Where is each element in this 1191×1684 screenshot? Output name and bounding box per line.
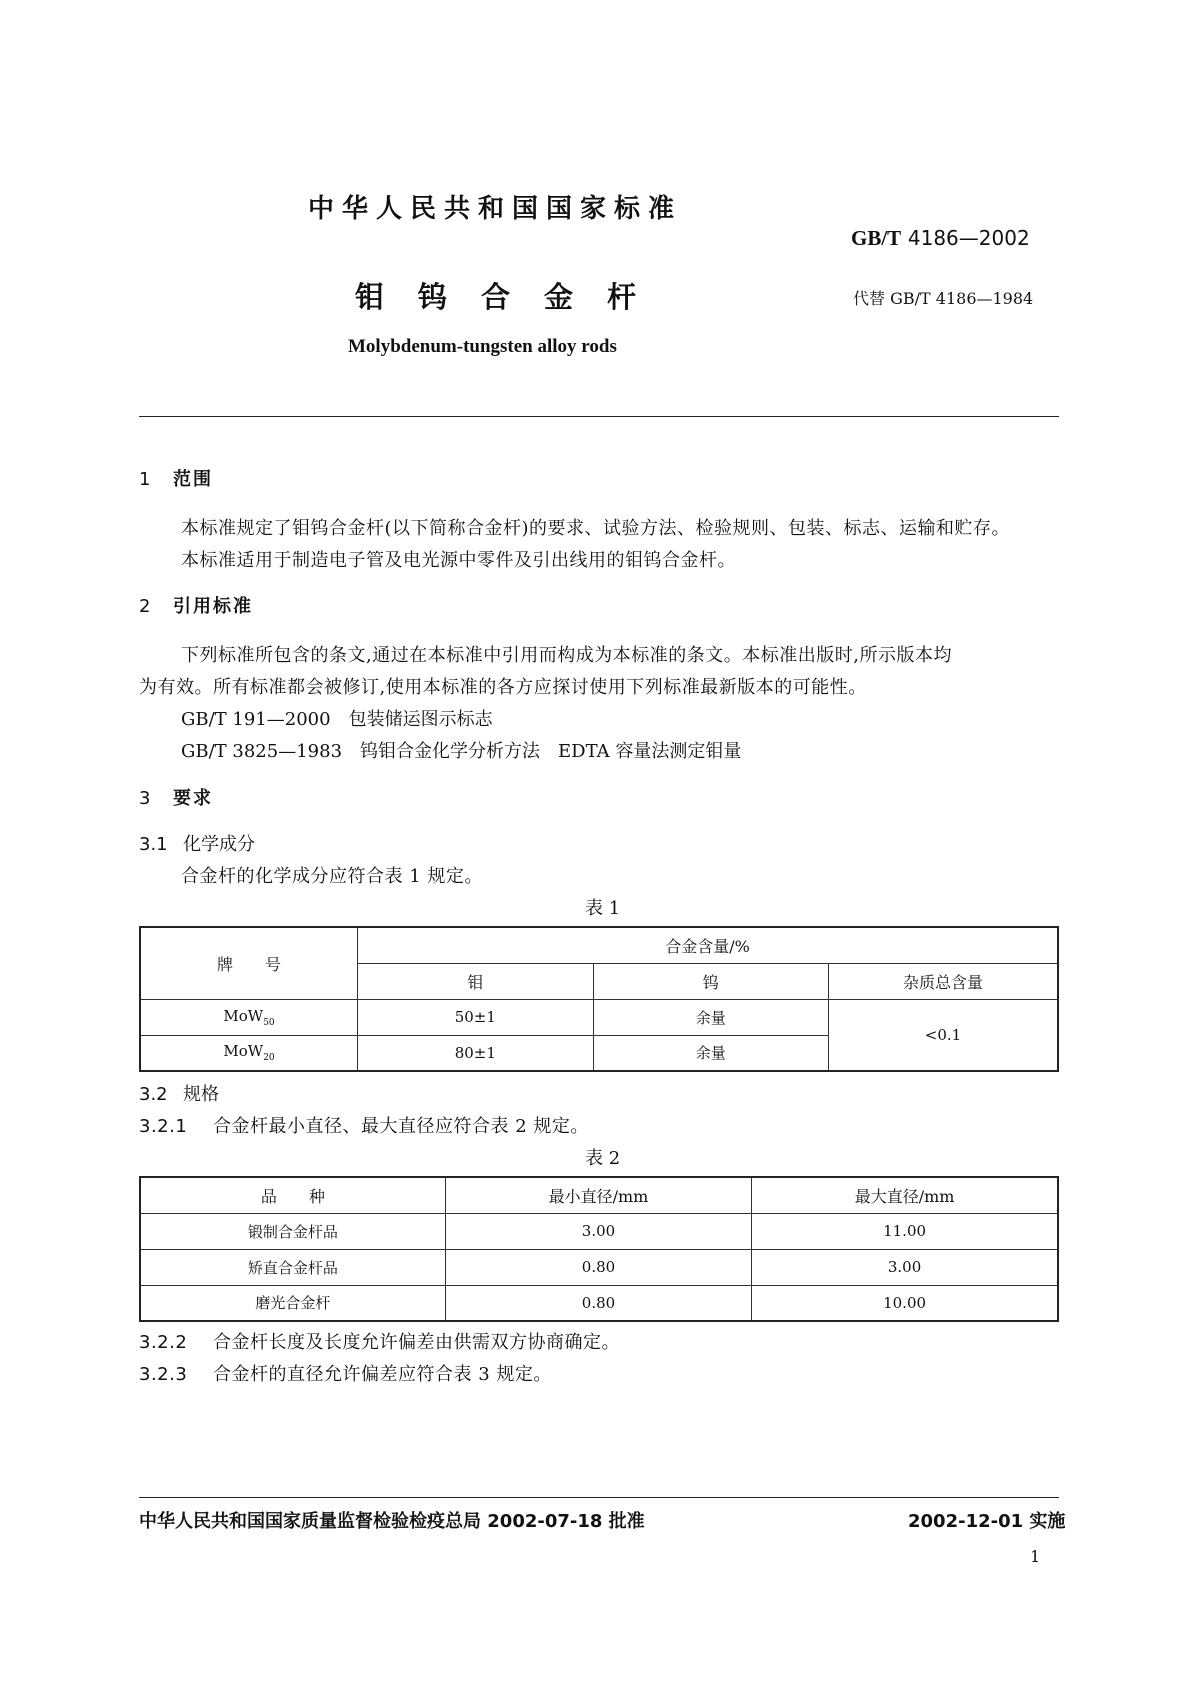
table-1-cell-mo: 50±1 — [358, 999, 593, 1035]
section-1-paragraph-1: 本标准规定了钼钨合金杆(以下简称合金杆)的要求、试验方法、检验规则、包装、标志、运输和贮存。 — [181, 518, 1011, 539]
standard-number-value: 4186—2002 — [907, 226, 1030, 250]
section-number: 3.2.3 — [139, 1364, 188, 1385]
implementation-date: 2002-12-01 实施 — [908, 1511, 1066, 1532]
approval-line: 中华人民共和国国家质量监督检验检疫总局 2002-07-18 批准 — [139, 1511, 645, 1532]
section-3-1-heading — [139, 830, 255, 856]
table-2-cell-variety: 磨光合金杆 — [140, 1285, 445, 1321]
table-row — [140, 1249, 1058, 1285]
table-1-cell-grade: MoW$_{50}$ — [140, 999, 358, 1035]
table-2-cell-max: 3.00 — [752, 1249, 1058, 1285]
table-2-cell-max: 10.00 — [752, 1285, 1058, 1321]
section-3-2-1-text — [139, 1112, 589, 1138]
english-title: Molybdenum-tungsten alloy rods — [348, 336, 617, 357]
footer-divider — [139, 1497, 1059, 1498]
document-title: 钼钨合金杆 — [355, 280, 671, 314]
table-2-cell-variety: 矫直合金杆品 — [140, 1249, 445, 1285]
table-2 — [139, 1176, 1059, 1322]
table-1 — [139, 926, 1059, 1072]
table-2-cell-min: 3.00 — [445, 1213, 751, 1249]
section-text: 合金杆长度及长度允许偏差由供需双方协商确定。 — [213, 1332, 620, 1353]
section-title: 引用标准 — [173, 596, 253, 617]
section-2-paragraph-line-1: 下列标准所包含的条文,通过在本标准中引用而构成为本标准的条文。本标准出版时,所示版本均 — [181, 645, 952, 666]
table-1-header-impurity: 杂质总含量 — [828, 963, 1058, 999]
table-2-header-variety: 品 种 — [140, 1177, 445, 1213]
section-1-paragraph-2: 本标准适用于制造电子管及电光源中零件及引出线用的钼钨合金杆。 — [181, 550, 736, 571]
section-number: 1 — [139, 469, 153, 490]
section-1-heading — [139, 465, 213, 491]
table-row — [140, 999, 1058, 1035]
table-2-header-min-diameter: 最小直径/mm — [445, 1177, 751, 1213]
section-title: 化学成分 — [183, 834, 255, 855]
section-title: 要求 — [173, 788, 213, 809]
section-3-1-text: 合金杆的化学成分应符合表 1 规定。 — [181, 866, 483, 887]
table-2-caption: 表 2 — [585, 1148, 621, 1169]
section-3-2-3-text — [139, 1360, 552, 1386]
section-2-paragraph-line-2: 为有效。所有标准都会被修订,使用本标准的各方应探讨使用下列标准最新版本的可能性。 — [139, 677, 867, 698]
replaces-note: 代替 GB/T 4186—1984 — [853, 289, 1034, 308]
section-number: 2 — [139, 596, 153, 617]
table-2-cell-min: 0.80 — [445, 1249, 751, 1285]
table-2-header-max-diameter: 最大直径/mm — [752, 1177, 1058, 1213]
table-row — [140, 1213, 1058, 1249]
table-1-cell-mo: 80±1 — [358, 1035, 593, 1071]
reference-standard-2: GB/T 3825—1983 钨钼合金化学分析方法 EDTA 容量法测定钼量 — [181, 741, 742, 762]
table-row — [140, 1285, 1058, 1321]
header-divider — [139, 416, 1059, 417]
table-1-cell-impurity: <0.1 — [828, 999, 1058, 1071]
table-1-header-w: 钨 — [593, 963, 828, 999]
table-1-cell-w: 余量 — [593, 1035, 828, 1071]
section-2-heading — [139, 592, 253, 618]
reference-standard-1: GB/T 191—2000 包装储运图示标志 — [181, 709, 493, 730]
national-standard-title: 中华人民共和国国家标准 — [308, 194, 683, 224]
section-number: 3.2 — [139, 1084, 168, 1105]
section-number: 3.2.1 — [139, 1116, 188, 1137]
standard-number — [851, 226, 1030, 251]
section-number: 3.1 — [139, 834, 168, 855]
section-text: 合金杆最小直径、最大直径应符合表 2 规定。 — [213, 1116, 589, 1137]
table-2-cell-variety: 锻制合金杆品 — [140, 1213, 445, 1249]
table-1-header-mo: 钼 — [358, 963, 593, 999]
table-1-caption: 表 1 — [585, 898, 621, 919]
table-1-cell-grade: MoW$_{20}$ — [140, 1035, 358, 1071]
section-number: 3.2.2 — [139, 1332, 188, 1353]
section-3-2-2-text — [139, 1328, 620, 1354]
section-number: 3 — [139, 788, 153, 809]
table-1-header-alloy-content: 合金含量/% — [358, 927, 1058, 963]
section-3-heading — [139, 784, 213, 810]
table-1-cell-w: 余量 — [593, 999, 828, 1035]
section-text: 合金杆的直径允许偏差应符合表 3 规定。 — [213, 1364, 552, 1385]
standard-number-prefix: GB/T — [851, 226, 902, 250]
page-number: 1 — [1030, 1547, 1041, 1566]
section-title: 规格 — [183, 1084, 219, 1105]
table-2-cell-min: 0.80 — [445, 1285, 751, 1321]
table-1-header-grade: 牌 号 — [140, 927, 358, 999]
table-2-cell-max: 11.00 — [752, 1213, 1058, 1249]
section-3-2-heading — [139, 1080, 219, 1106]
section-title: 范围 — [173, 469, 213, 490]
